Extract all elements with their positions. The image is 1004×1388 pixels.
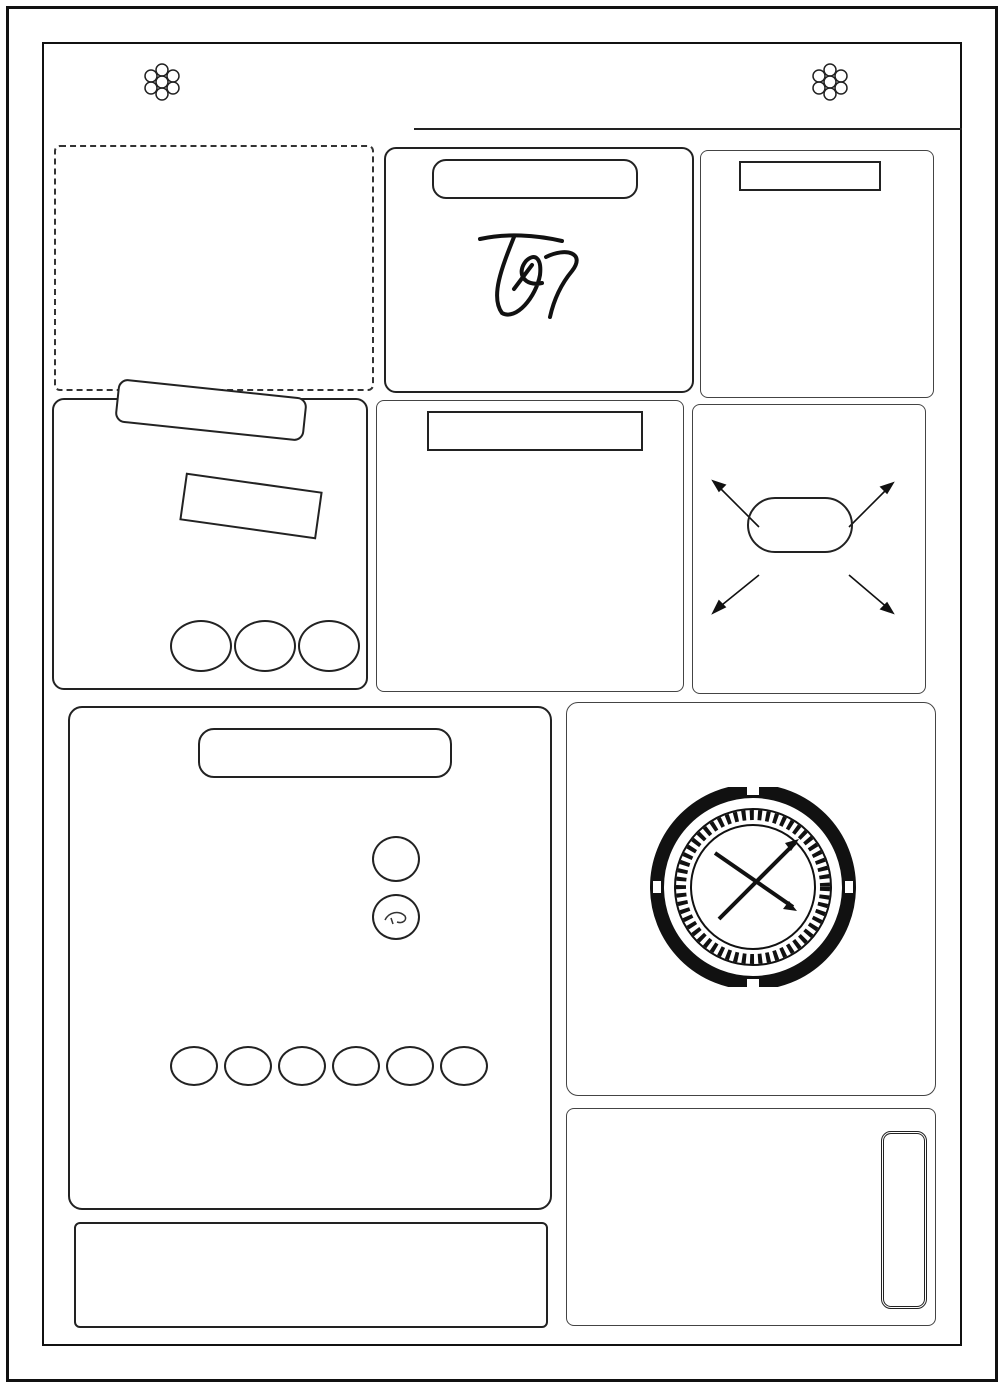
poem-columns bbox=[731, 215, 911, 395]
flower-ornament-left bbox=[140, 60, 184, 104]
xuankong-title bbox=[432, 159, 638, 199]
masthead-rule bbox=[414, 128, 962, 130]
dream-number-ball bbox=[224, 1046, 272, 1086]
top-border-strip bbox=[46, 12, 958, 32]
poem-title bbox=[739, 161, 881, 191]
hk-number-ball bbox=[170, 620, 232, 672]
left-border-strip bbox=[12, 64, 38, 1324]
wheel-box bbox=[566, 702, 936, 1096]
right-border-strip bbox=[964, 64, 990, 1324]
gift-zodiac-icon bbox=[372, 894, 420, 940]
masthead-title bbox=[240, 52, 760, 124]
bottom-border-strip bbox=[46, 1354, 958, 1374]
hk-number-ball bbox=[298, 620, 360, 672]
fruit-title bbox=[427, 411, 643, 451]
dream-number-ball bbox=[170, 1046, 218, 1086]
flower-ornament-right bbox=[808, 60, 852, 104]
fruit-box bbox=[376, 400, 684, 692]
xuanji-box bbox=[54, 145, 374, 391]
dream-number-ball bbox=[440, 1046, 488, 1086]
hk-mima-code bbox=[179, 473, 322, 540]
gift-dream-numbers bbox=[170, 1046, 488, 1086]
hk-number-ball bbox=[234, 620, 296, 672]
dream-number-ball bbox=[278, 1046, 326, 1086]
hk-provide-numbers bbox=[170, 620, 360, 672]
ling-center-oval bbox=[747, 497, 853, 553]
poem-box bbox=[700, 150, 934, 398]
dream-number-ball bbox=[386, 1046, 434, 1086]
handwriting-scrawl bbox=[476, 217, 596, 327]
ling-box bbox=[692, 404, 926, 694]
lingma-box bbox=[566, 1108, 936, 1326]
lucky-wheel bbox=[639, 787, 867, 987]
gift-title bbox=[198, 728, 452, 778]
pianc-box bbox=[74, 1222, 548, 1328]
hk-box bbox=[52, 398, 368, 690]
xuankong-box bbox=[384, 147, 694, 393]
gift-box bbox=[68, 706, 552, 1210]
dream-number-ball bbox=[332, 1046, 380, 1086]
lingma-seal bbox=[881, 1131, 927, 1309]
gift-lucky-number bbox=[372, 836, 420, 882]
